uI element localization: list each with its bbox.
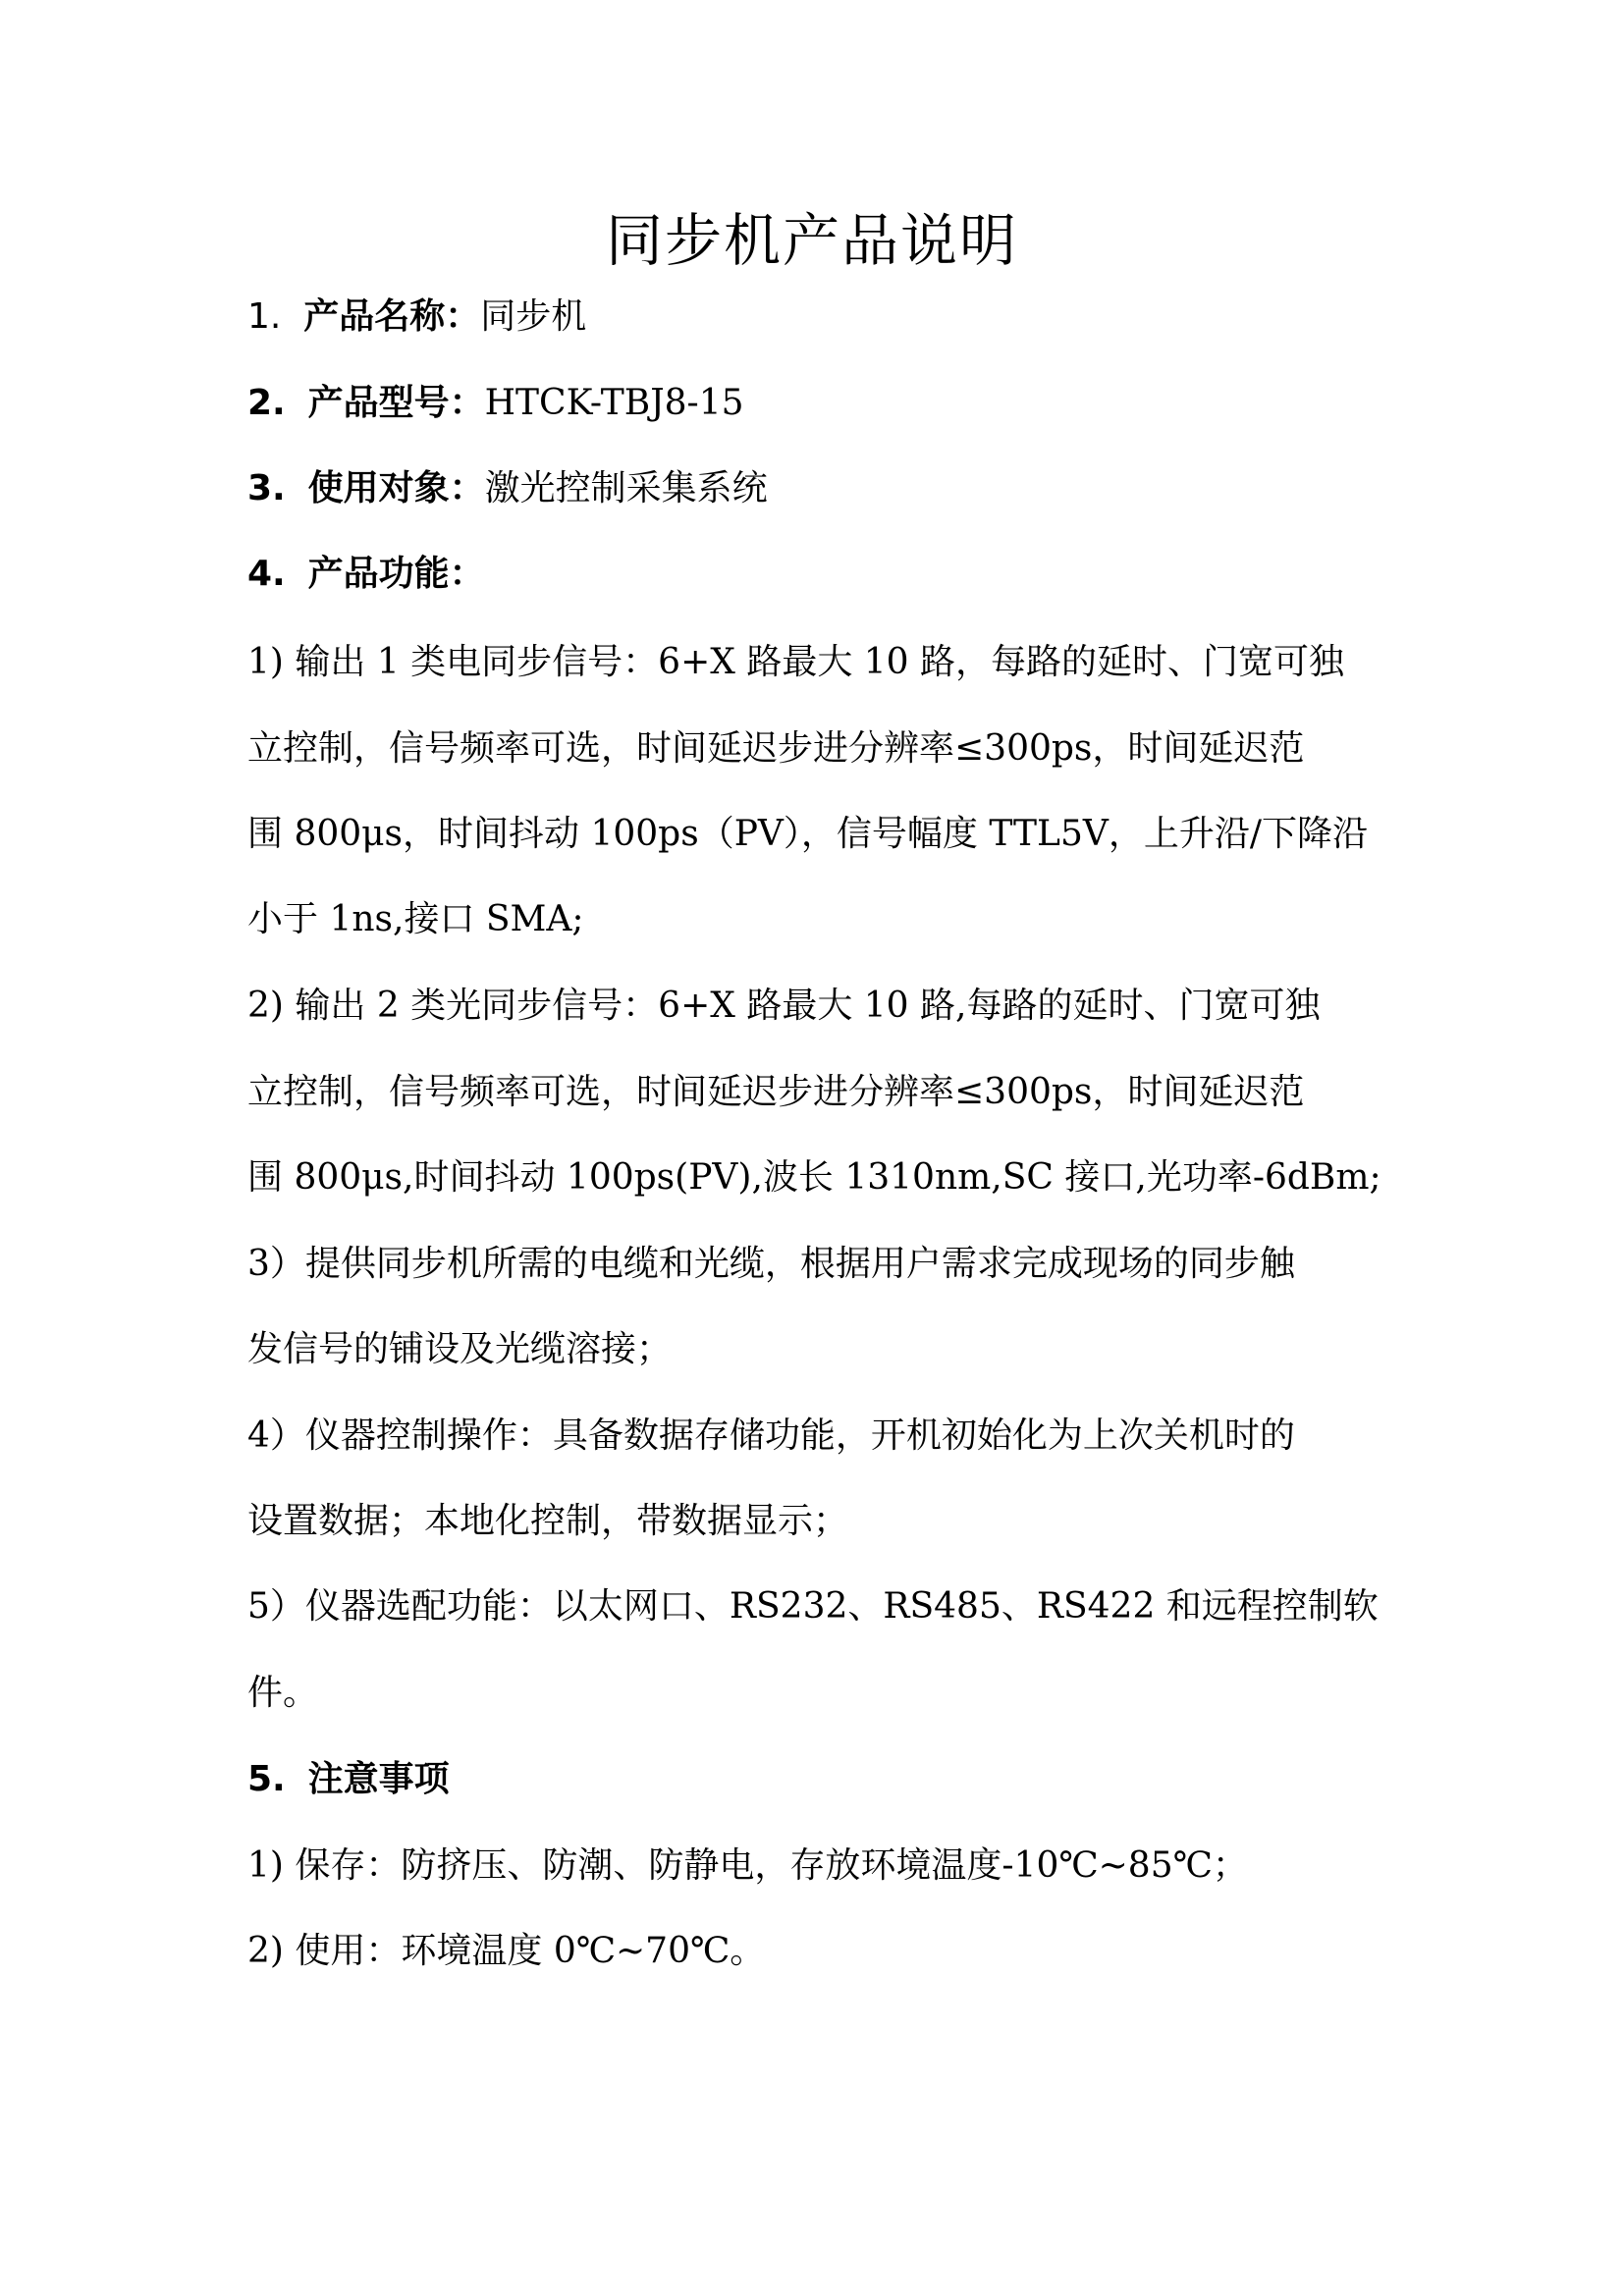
function-line: 小于 1ns,接口 SMA;: [247, 899, 584, 939]
section-label: 使用对象：: [307, 468, 485, 508]
section-number: 1.: [247, 296, 282, 337]
section-number: 2.: [247, 383, 286, 423]
section-value: HTCK-TBJ8-15: [484, 383, 744, 423]
section-number: 4.: [247, 554, 286, 594]
document-title: 同步机产品说明: [605, 207, 1018, 274]
function-line: 1) 输出 1 类电同步信号：6+X 路最大 10 路，每路的延时、门宽可独: [247, 642, 1345, 682]
section-product-model: [247, 379, 1386, 428]
section-product-functions: [247, 550, 1386, 599]
section-label: 注意事项: [307, 1759, 450, 1799]
function-line: 件。: [247, 1673, 319, 1713]
note-line: 2) 使用：环境温度 0℃~70℃。: [247, 1931, 766, 1971]
section-label: 产品型号：: [307, 383, 485, 423]
section-label: 产品功能：: [307, 554, 485, 594]
section-number: 3.: [247, 468, 286, 508]
function-line: 围 800μs，时间抖动 100ps（PV），信号幅度 TTL5V，上升沿/下降沿: [247, 814, 1368, 854]
section-product-name: [247, 293, 1386, 342]
section-value: 同步机: [480, 296, 587, 337]
section-number: 5.: [247, 1759, 286, 1799]
function-line: 立控制，信号频率可选，时间延迟步进分辨率≤300ps，时间延迟范: [247, 728, 1305, 769]
function-line: 3）提供同步机所需的电缆和光缆，根据用户需求完成现场的同步触: [247, 1244, 1295, 1284]
section-value: 激光控制采集系统: [484, 468, 768, 508]
function-line: 发信号的铺设及光缆溶接；: [247, 1329, 673, 1369]
function-line: 5）仪器选配功能：以太网口、RS232、RS485、RS422 和远程控制软: [247, 1586, 1379, 1627]
function-line: 2) 输出 2 类光同步信号：6+X 路最大 10 路,每路的延时、门宽可独: [247, 986, 1321, 1026]
note-line: 1) 保存：防挤压、防潮、防静电，存放环境温度-10℃~85℃；: [247, 1845, 1248, 1886]
function-line: 4）仪器控制操作：具备数据存储功能，开机初始化为上次关机时的: [247, 1415, 1295, 1456]
section-precautions: [247, 1755, 1386, 1804]
function-line: 围 800μs,时间抖动 100ps(PV),波长 1310nm,SC 接口,光功率-6dBm;: [247, 1157, 1381, 1198]
section-label: 产品名称：: [303, 296, 481, 337]
function-line: 立控制，信号频率可选，时间延迟步进分辨率≤300ps，时间延迟范: [247, 1072, 1305, 1112]
function-line: 设置数据；本地化控制，带数据显示；: [247, 1501, 849, 1541]
section-target-use: [247, 464, 1386, 513]
